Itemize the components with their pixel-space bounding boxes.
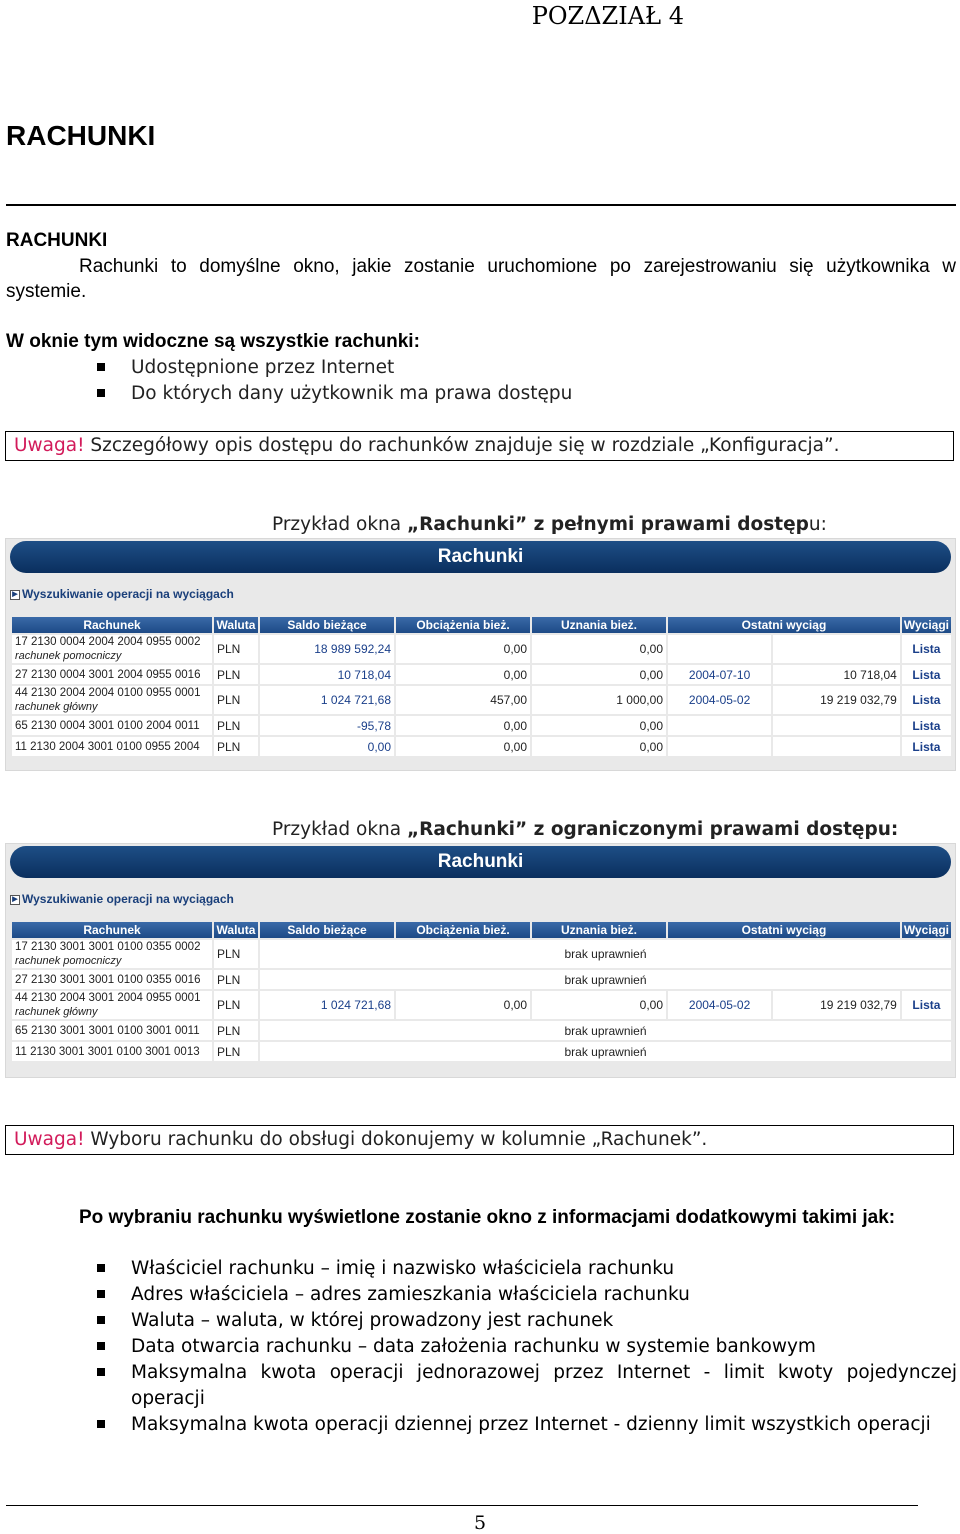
list-item: Do których dany użytkownik ma prawa dostępu bbox=[97, 381, 957, 407]
table-row bbox=[12, 940, 951, 968]
screenshot-limited-rights bbox=[5, 843, 956, 1078]
currency-cell: PLN bbox=[214, 1042, 258, 1061]
last-statement-date-cell: 2004-07-10 bbox=[668, 665, 771, 684]
credit-cell: 0,00 bbox=[532, 665, 666, 684]
caption-bold: „Rachunki” z pełnymi prawami dostęp bbox=[407, 514, 809, 535]
no-rights-cell: brak uprawnień bbox=[260, 940, 951, 968]
caption-full-rights bbox=[272, 514, 827, 535]
account-number[interactable]: 17 2130 0004 2004 2004 0955 0002 bbox=[15, 636, 201, 648]
statements-list-link[interactable]: Lista bbox=[902, 716, 951, 735]
warning-label: Uwaga! bbox=[14, 1129, 85, 1150]
last-statement-amount-cell bbox=[773, 737, 900, 756]
col-header[interactable]: Ostatni wyciąg bbox=[668, 922, 900, 938]
account-number-cell[interactable] bbox=[12, 686, 212, 714]
arrow-right-icon: ▶ bbox=[10, 895, 20, 905]
details-heading: Po wybraniu rachunku wyświetlone zostanie okno z informacjami dodatkowymi takimi jak: bbox=[79, 1207, 896, 1228]
currency-cell: PLN bbox=[214, 970, 258, 989]
visible-accounts-heading: W oknie tym widoczne są wszystkie rachunki: bbox=[6, 331, 420, 352]
note-text: Wyboru rachunku do obsługi dokonujemy w kolumnie „Rachunek”. bbox=[84, 1129, 708, 1150]
col-header[interactable]: Rachunek bbox=[12, 617, 212, 633]
caption-bold: „Rachunki” z ograniczonymi prawami dostępu: bbox=[407, 819, 899, 840]
col-header[interactable]: Waluta bbox=[214, 922, 258, 938]
list-item: Właściciel rachunku – imię i nazwisko właściciela rachunku bbox=[97, 1256, 957, 1282]
statements-list-link[interactable]: Lista bbox=[902, 665, 951, 684]
window-title: Rachunki bbox=[10, 541, 951, 573]
statements-list-link[interactable]: Lista bbox=[902, 991, 951, 1019]
account-type: rachunek główny bbox=[15, 701, 98, 713]
account-type: rachunek główny bbox=[15, 1006, 98, 1018]
balance-cell: 0,00 bbox=[260, 737, 394, 756]
statements-list-link[interactable]: Lista bbox=[902, 737, 951, 756]
note-text: Szczegółowy opis dostępu do rachunków znajduje się w rozdziale „Konfiguracja”. bbox=[84, 435, 840, 456]
visible-accounts-list bbox=[97, 355, 957, 407]
caption-limited-rights bbox=[272, 819, 898, 840]
account-number-cell[interactable] bbox=[12, 737, 212, 756]
list-item: Maksymalna kwota operacji jednorazowej przez Internet - limit kwoty pojedynczej operacji bbox=[97, 1360, 957, 1412]
caption-text: Przykład okna bbox=[272, 514, 408, 535]
col-header[interactable]: Waluta bbox=[214, 617, 258, 633]
table-row bbox=[12, 970, 951, 989]
note-box-select bbox=[5, 1125, 954, 1155]
currency-cell: PLN bbox=[214, 716, 258, 735]
page-title: RACHUNKI bbox=[6, 120, 156, 151]
last-statement-amount-cell: 19 219 032,79 bbox=[773, 686, 900, 714]
debit-cell: 0,00 bbox=[396, 737, 530, 756]
account-number-cell[interactable] bbox=[12, 635, 212, 663]
last-statement-amount-cell bbox=[773, 635, 900, 663]
last-statement-date-cell: 2004-05-02 bbox=[668, 991, 771, 1019]
arrow-right-icon: ▶ bbox=[10, 590, 20, 600]
note-box-config bbox=[5, 431, 954, 461]
table-row bbox=[12, 737, 951, 756]
account-number-cell[interactable] bbox=[12, 1021, 212, 1040]
caption-text: Przykład okna bbox=[272, 819, 408, 840]
balance-cell: 1 024 721,68 bbox=[260, 991, 394, 1019]
table-row bbox=[12, 635, 951, 663]
col-header[interactable]: Rachunek bbox=[12, 922, 212, 938]
col-header[interactable]: Uznania bież. bbox=[532, 922, 666, 938]
account-number[interactable]: 65 2130 3001 3001 0100 3001 0011 bbox=[15, 1024, 200, 1037]
debit-cell: 0,00 bbox=[396, 991, 530, 1019]
currency-cell: PLN bbox=[214, 991, 258, 1019]
account-number[interactable]: 65 2130 0004 3001 0100 2004 0011 bbox=[15, 719, 200, 732]
table-row bbox=[12, 1042, 951, 1061]
search-link-label: Wyszukiwanie operacji na wyciągach bbox=[22, 587, 234, 601]
no-rights-cell: brak uprawnień bbox=[260, 1021, 951, 1040]
last-statement-date-cell: 2004-05-02 bbox=[668, 686, 771, 714]
page-number: 5 bbox=[473, 1512, 487, 1534]
credit-cell: 0,00 bbox=[532, 991, 666, 1019]
currency-cell: PLN bbox=[214, 635, 258, 663]
account-number-cell[interactable] bbox=[12, 1042, 212, 1061]
currency-cell: PLN bbox=[214, 737, 258, 756]
account-number[interactable]: 11 2130 3001 3001 0100 3001 0013 bbox=[15, 1045, 200, 1058]
currency-cell: PLN bbox=[214, 686, 258, 714]
balance-cell: 1 024 721,68 bbox=[260, 686, 394, 714]
balance-cell: 18 989 592,24 bbox=[260, 635, 394, 663]
no-rights-cell: brak uprawnień bbox=[260, 1042, 951, 1061]
accounts-table-full bbox=[10, 615, 953, 758]
col-header[interactable]: Saldo bieżące bbox=[260, 922, 394, 938]
account-number-cell[interactable] bbox=[12, 991, 212, 1019]
list-item: Maksymalna kwota operacji dziennej przez Internet - dzienny limit wszystkich operacji bbox=[97, 1412, 957, 1438]
account-number-cell[interactable] bbox=[12, 970, 212, 989]
col-header[interactable]: Obciążenia bież. bbox=[396, 922, 530, 938]
last-statement-date-cell bbox=[668, 737, 771, 756]
account-number[interactable]: 27 2130 0004 3001 2004 0955 0016 bbox=[15, 668, 201, 681]
list-item: Udostępnione przez Internet bbox=[97, 355, 957, 381]
last-statement-amount-cell: 10 718,04 bbox=[773, 665, 900, 684]
intro-paragraph: Rachunki to domyślne okno, jakie zostanie uruchomione po zarejestrowaniu się użytkownika w systemie. bbox=[6, 256, 956, 302]
screenshot-full-rights bbox=[5, 538, 956, 771]
statements-list-link[interactable]: Lista bbox=[902, 686, 951, 714]
account-type: rachunek pomocniczy bbox=[15, 955, 122, 967]
chapter-header: POZΔZIAŁ 4 bbox=[531, 2, 684, 30]
list-item: Data otwarcia rachunku – data założenia rachunku w systemie bankowym bbox=[97, 1334, 957, 1360]
footer-divider bbox=[6, 1505, 918, 1506]
last-statement-amount-cell: 19 219 032,79 bbox=[773, 991, 900, 1019]
table-row bbox=[12, 665, 951, 684]
no-rights-cell: brak uprawnień bbox=[260, 970, 951, 989]
debit-cell: 0,00 bbox=[396, 665, 530, 684]
col-header[interactable]: Wyciągi bbox=[903, 618, 949, 632]
table-row bbox=[12, 1021, 951, 1040]
search-operations-link[interactable] bbox=[10, 587, 234, 601]
balance-cell: 10 718,04 bbox=[260, 665, 394, 684]
list-item: Waluta – waluta, w której prowadzony jest rachunek bbox=[97, 1308, 957, 1334]
balance-cell: -95,78 bbox=[260, 716, 394, 735]
col-header[interactable]: Obciążenia bież. bbox=[396, 617, 530, 633]
warning-label: Uwaga! bbox=[14, 435, 85, 456]
accounts-table-limited bbox=[10, 920, 953, 1063]
col-header[interactable]: Ostatni wyciąg bbox=[668, 617, 900, 633]
table-row bbox=[12, 686, 951, 714]
currency-cell: PLN bbox=[214, 1021, 258, 1040]
credit-cell: 0,00 bbox=[532, 716, 666, 735]
debit-cell: 0,00 bbox=[396, 635, 530, 663]
list-item: Adres właściciela – adres zamieszkania właściciela rachunku bbox=[97, 1282, 957, 1308]
col-header[interactable]: Saldo bieżące bbox=[260, 617, 394, 633]
details-list bbox=[97, 1256, 957, 1438]
col-header[interactable]: Uznania bież. bbox=[532, 617, 666, 633]
account-number[interactable]: 17 2130 3001 3001 0100 0355 0002 bbox=[15, 941, 201, 953]
title-divider bbox=[6, 204, 956, 206]
last-statement-amount-cell bbox=[773, 716, 900, 735]
credit-cell: 1 000,00 bbox=[532, 686, 666, 714]
account-type: rachunek pomocniczy bbox=[15, 650, 122, 662]
search-link-label: Wyszukiwanie operacji na wyciągach bbox=[22, 892, 234, 906]
statements-list-link[interactable]: Lista bbox=[902, 635, 951, 663]
account-number-cell[interactable] bbox=[12, 665, 212, 684]
col-header[interactable]: Wyciągi bbox=[903, 923, 949, 937]
account-number[interactable]: 11 2130 2004 3001 0100 0955 2004 bbox=[15, 740, 200, 753]
table-row bbox=[12, 716, 951, 735]
section-heading: RACHUNKI bbox=[6, 230, 108, 251]
debit-cell: 0,00 bbox=[396, 716, 530, 735]
last-statement-date-cell bbox=[668, 635, 771, 663]
currency-cell: PLN bbox=[214, 940, 258, 968]
caption-suffix: u: bbox=[808, 514, 827, 535]
account-number[interactable]: 44 2130 2004 3001 2004 0955 0001 bbox=[15, 992, 201, 1004]
account-number-cell[interactable] bbox=[12, 940, 212, 968]
credit-cell: 0,00 bbox=[532, 635, 666, 663]
debit-cell: 457,00 bbox=[396, 686, 530, 714]
search-operations-link[interactable] bbox=[10, 892, 234, 906]
table-row bbox=[12, 991, 951, 1019]
account-number-cell[interactable] bbox=[12, 716, 212, 735]
currency-cell: PLN bbox=[214, 665, 258, 684]
account-number[interactable]: 27 2130 3001 3001 0100 0355 0016 bbox=[15, 973, 201, 986]
window-title: Rachunki bbox=[10, 846, 951, 878]
credit-cell: 0,00 bbox=[532, 737, 666, 756]
last-statement-date-cell bbox=[668, 716, 771, 735]
account-number[interactable]: 44 2130 2004 2004 0100 0955 0001 bbox=[15, 687, 201, 699]
